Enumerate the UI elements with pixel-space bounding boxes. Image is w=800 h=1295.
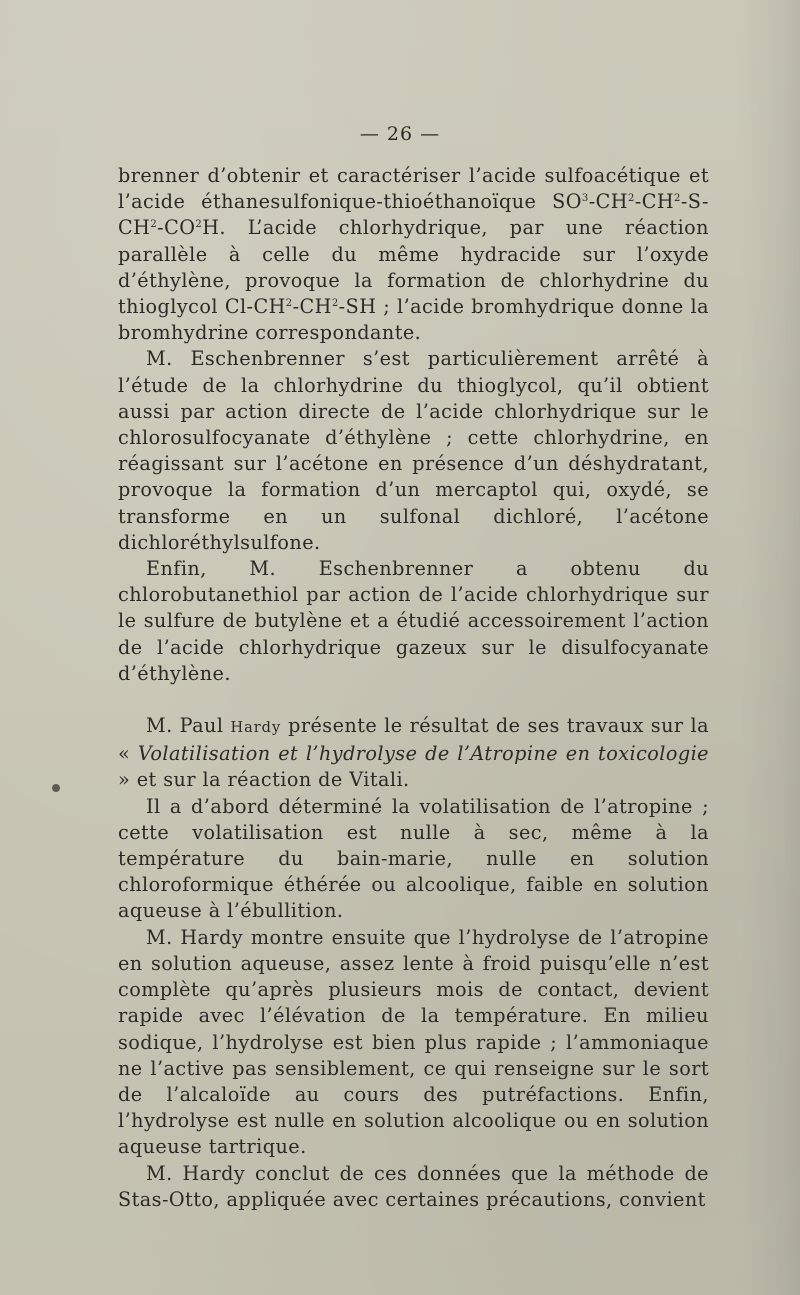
italic-title: Volatilisation et l’hydrolyse de l’Atropine en toxicologie	[137, 742, 709, 766]
text-run: -S-CH	[118, 190, 709, 240]
superscript: 2	[150, 219, 158, 231]
text-run: -CH	[292, 295, 332, 319]
paragraph	[118, 556, 709, 687]
ink-spot	[52, 784, 60, 792]
text-run: H. L’acide chlorhydrique, par une réaction parallèle à celle du même hydracide sur l’oxyde d’éthylène, provoque la formation de chlorhydrine du thioglycol Cl-CH	[118, 216, 709, 319]
text-run: M. Eschenbrenner s’est particulièrement arrêté à l’étude de la chlorhydrine du thioglycol, qu’il obtient aussi par action directe de l’acide chlorhydrique sur le chlorosulfocyanate d’éthylène ; cette chlorhydrine, en réagissant sur l’acétone en présence d’un déshydratant, provoque la formation d’un mercaptol qui, oxydé, se transforme en un sulfonal dichloré, l’acétone dichloréthylsulfone.	[118, 347, 709, 554]
text-run: présente le résultat de ses travaux sur la «	[118, 714, 709, 766]
paragraph	[118, 1161, 709, 1213]
superscript: 2	[331, 298, 339, 310]
text-run: -SH ; l’acide bromhydrique donne la bromhydrine correspondante.	[118, 295, 710, 345]
page-number: — 26 —	[359, 123, 441, 145]
superscript: 3	[581, 193, 589, 205]
text-run: » et sur la réaction de Vitali.	[118, 768, 410, 792]
superscript: 2	[195, 219, 203, 231]
page-edge-shadow	[740, 0, 800, 1295]
text-run: M. Hardy montre ensuite que l’hydrolyse de l’atropine en solution aqueuse, assez lente à froid puisqu’elle n’est complète qu’après plusieurs mois de contact, devient rapide avec l’élévation de la température. En milieu sodique, l’hydrolyse est bien plus rapide ; l’ammoniaque ne l’active pas sensiblement, ce qui renseigne sur le sort de l’alcaloïde au cours des putréfactions. Enfin, l’hydrolyse est nulle en solution alcoolique ou en solution aqueuse tartrique.	[118, 925, 709, 1159]
paragraph	[118, 346, 709, 556]
paragraph	[118, 925, 709, 1161]
paragraph	[118, 163, 709, 346]
text-run: brenner d’obtenir et caractériser l’acide sulfoacétique et l’acide éthanesulfonique-thioéthanoïque SO	[118, 164, 709, 214]
text-run: Il a d’abord déterminé la volatilisation de l’atropine ; cette volatilisation est nulle à sec, même à la température du bain-marie, nulle en solution chloroformique éthérée ou alcoolique, faible en solution aqueuse à l’ébullition.	[118, 794, 709, 923]
text-run: M. Paul	[146, 714, 231, 738]
superscript: 2	[285, 298, 293, 310]
text-run: -CH	[634, 190, 675, 214]
superscript: 2	[674, 193, 681, 205]
small-caps-name: Hardy	[230, 720, 282, 737]
text-run: -CO	[157, 216, 196, 240]
text-run: Enfin, M. Eschenbrenner a obtenu du chlorobutanethiol par action de l’acide chlorhydrique sur le sulfure de butylène et a étudié accessoirement l’action de l’acide chlorhydrique gazeux sur le disulfocyanate d’éthylène.	[118, 557, 709, 685]
text-run: M. Hardy conclut de ces données que la méthode de Stas-Otto, appliquée avec certaines précautions, convient	[118, 1161, 709, 1211]
text-run: -CH	[588, 190, 628, 214]
paragraph	[118, 713, 709, 794]
body-text	[118, 163, 709, 1213]
superscript: 2	[627, 193, 635, 205]
paragraph	[118, 794, 709, 925]
